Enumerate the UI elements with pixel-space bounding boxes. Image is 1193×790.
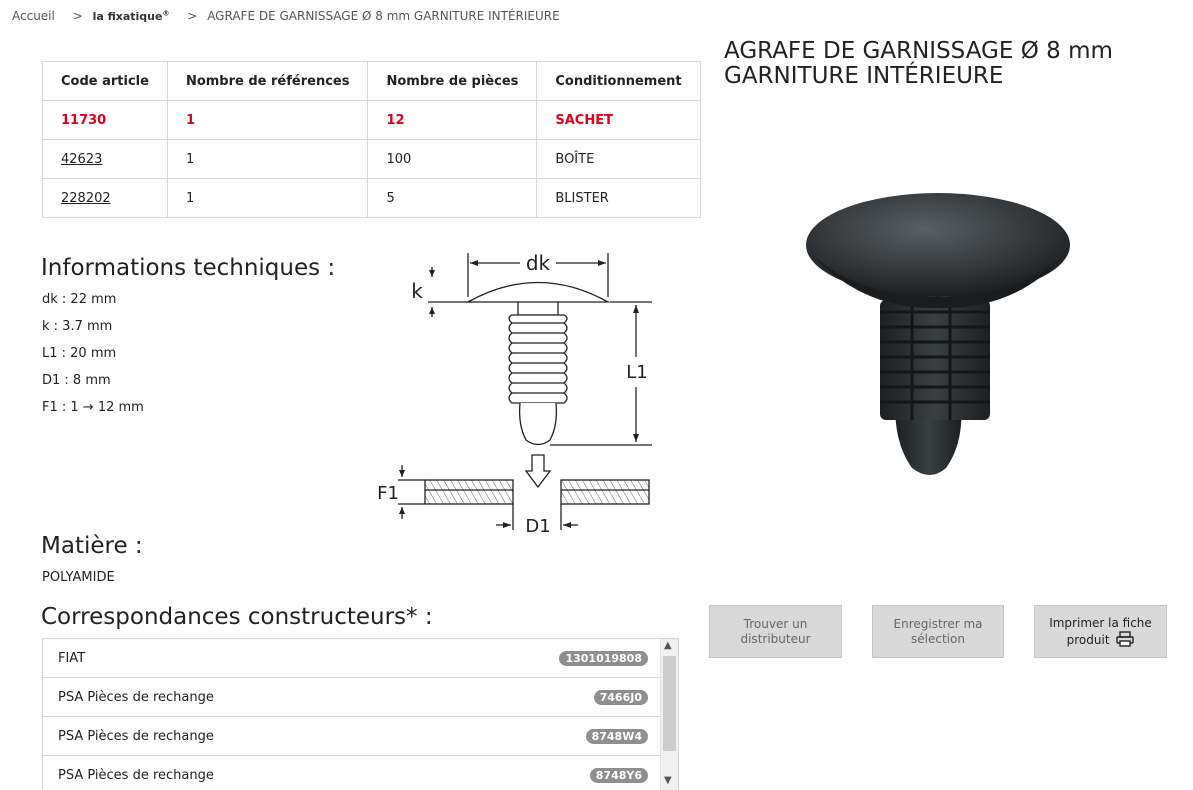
column-header: Conditionnement xyxy=(537,62,700,101)
print-sheet-button[interactable] xyxy=(1034,605,1167,658)
refs-cell: 1 xyxy=(167,101,368,140)
label-d1: D1 xyxy=(525,516,551,537)
pack-cell: BOÎTE xyxy=(537,140,700,179)
column-header: Nombre de pièces xyxy=(368,62,537,101)
list-item xyxy=(43,756,663,790)
save-selection-button[interactable] xyxy=(872,605,1004,658)
button-label-line: sélection xyxy=(911,631,965,646)
maker-name: PSA Pièces de rechange xyxy=(58,689,214,705)
brand-label: la fixatique xyxy=(92,10,163,23)
code-cell[interactable] xyxy=(43,140,168,179)
maker-name: PSA Pièces de rechange xyxy=(58,728,214,744)
chevron-up-icon[interactable]: ▲ xyxy=(664,640,672,651)
spec-dk: dk : 22 mm xyxy=(42,292,117,307)
find-distributor-button[interactable] xyxy=(709,605,842,658)
code-link[interactable]: 42623 xyxy=(61,151,103,167)
correspondences-heading: Correspondances constructeurs* : xyxy=(41,604,433,630)
button-label xyxy=(740,617,810,647)
code-cell[interactable] xyxy=(43,179,168,218)
breadcrumb xyxy=(12,9,574,23)
breadcrumb-separator: > xyxy=(72,9,83,23)
reference-badge: 8748Y6 xyxy=(590,768,648,783)
reference-table xyxy=(42,61,701,218)
pieces-cell: 100 xyxy=(368,140,537,179)
list-item xyxy=(43,639,663,678)
button-label xyxy=(894,617,983,647)
table-row[interactable] xyxy=(43,179,701,218)
product-title-line: AGRAFE DE GARNISSAGE Ø 8 mm xyxy=(724,38,1113,64)
reference-badge: 1301019808 xyxy=(559,651,648,666)
chevron-down-icon[interactable]: ▼ xyxy=(664,775,672,786)
pack-cell: BLISTER xyxy=(537,179,700,218)
table-row[interactable] xyxy=(43,101,701,140)
printer-icon xyxy=(1116,631,1134,647)
label-k: k xyxy=(411,279,423,303)
pack-cell: SACHET xyxy=(537,101,700,140)
button-label-line: Enregistrer ma xyxy=(893,616,983,631)
breadcrumb-separator: > xyxy=(187,9,198,23)
breadcrumb-current: AGRAFE DE GARNISSAGE Ø 8 mm GARNITURE INTÉRIEURE xyxy=(207,9,560,23)
scrollbar[interactable] xyxy=(660,639,678,790)
reference-badge: 8748W4 xyxy=(586,729,648,744)
spec-d1: D1 : 8 mm xyxy=(42,373,111,388)
correspondences-list[interactable] xyxy=(42,638,679,790)
column-header: Nombre de références xyxy=(167,62,368,101)
code-link[interactable]: 228202 xyxy=(61,190,111,206)
label-f1: F1 xyxy=(377,483,399,504)
breadcrumb-brand-link[interactable] xyxy=(93,10,170,23)
pieces-cell: 5 xyxy=(368,179,537,218)
brand-mark: ® xyxy=(162,9,170,18)
scrollbar-thumb[interactable] xyxy=(663,656,676,751)
breadcrumb-home-link[interactable]: Accueil xyxy=(12,9,55,23)
button-label xyxy=(1049,616,1152,648)
product-title-line: GARNITURE INTÉRIEURE xyxy=(724,63,1004,89)
column-header: Code article xyxy=(43,62,168,101)
pieces-cell: 12 xyxy=(368,101,537,140)
refs-cell: 1 xyxy=(167,179,368,218)
list-item xyxy=(43,717,663,756)
button-label-line: Trouver un xyxy=(743,616,808,631)
reference-badge: 7466J0 xyxy=(594,690,648,705)
table-header-row xyxy=(43,62,701,101)
product-title xyxy=(724,39,1164,89)
table-row[interactable] xyxy=(43,140,701,179)
maker-name: FIAT xyxy=(58,650,86,666)
list-item xyxy=(43,678,663,717)
button-label-line: produit xyxy=(1066,632,1110,647)
tech-heading: Informations techniques : xyxy=(41,255,336,281)
spec-k: k : 3.7 mm xyxy=(42,319,113,334)
product-image xyxy=(800,190,1080,485)
maker-name: PSA Pièces de rechange xyxy=(58,767,214,783)
technical-drawing xyxy=(370,245,660,540)
button-label-line: distributeur xyxy=(740,631,811,646)
spec-f1: F1 : 1 → 12 mm xyxy=(42,400,144,415)
button-label-line: Imprimer la fiche xyxy=(1049,615,1152,630)
spec-l1: L1 : 20 mm xyxy=(42,346,117,361)
material-value: POLYAMIDE xyxy=(42,570,115,585)
code-cell[interactable]: 11730 xyxy=(43,101,168,140)
material-heading: Matière : xyxy=(41,533,143,559)
label-dk: dk xyxy=(525,251,551,275)
refs-cell: 1 xyxy=(167,140,368,179)
label-l1: L1 xyxy=(626,362,648,383)
